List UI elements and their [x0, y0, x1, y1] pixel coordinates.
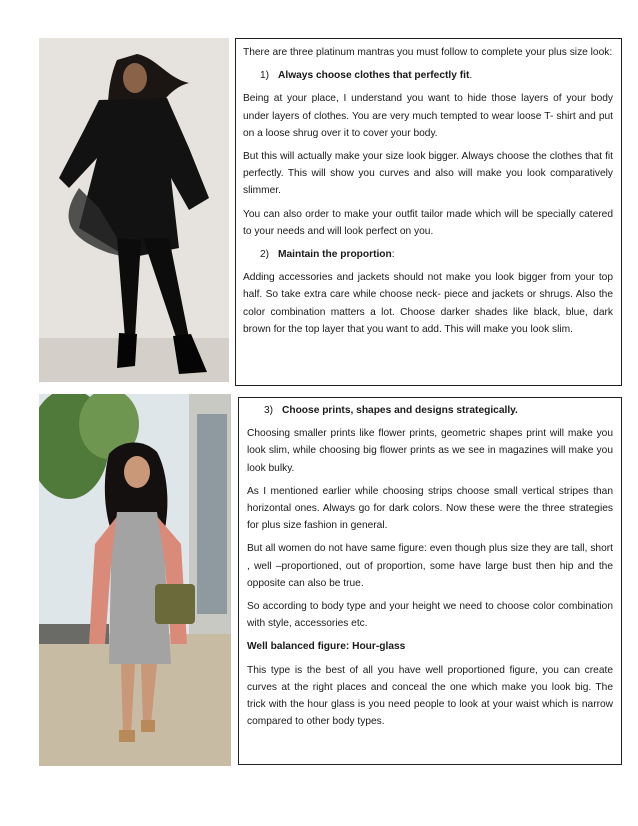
list-item-3 [247, 402, 613, 419]
list-item-title: Choose prints, shapes and designs strategically. [282, 405, 518, 416]
paragraph: But this will actually make your size look bigger. Always choose the clothes that fit perfectly. This will show you curves and also will make you look comparatively slimmer. [243, 151, 613, 197]
paragraph: This type is the best of all you have well proportioned figure, you can create curves at the right places and conceal the one which make you look big. The trick with the hour glass is you need people to look at your waist which is narrow compared to other body types. [247, 664, 613, 728]
text-block-2 [238, 397, 622, 765]
subheading: Well balanced figure: Hour-glass [247, 641, 406, 653]
list-item-title: Always choose clothes that perfectly fit [278, 70, 470, 82]
fashion-photo-black-outfit [39, 38, 229, 382]
paragraph: As I mentioned earlier while choosing strips choose small vertical stripes than horizontal ones. Always go for dark colors. Now these were the three strategies for plus size fashion in general. [247, 485, 613, 532]
list-item-2: 2) Maintain the proportion: [243, 246, 613, 263]
list-number: 2) [260, 249, 270, 261]
paragraph: You can also order to make your outfit tailor made which will be specially catered to your needs and will look perfect on you. [243, 208, 613, 237]
fashion-photo-grey-dress [39, 394, 231, 766]
paragraph: Choosing smaller prints like flower prints, geometric shapes print will make you look slim, while choosing big flower prints as we see in magazines will make you look bulky. [247, 428, 613, 474]
list-number: 3) [264, 405, 274, 416]
paragraph: Being at your place, I understand you want to hide those layers of your body under layers of clothes. You are very much tempted to wear loose T- shirt and put on a loose shrug over it to cover your body. [243, 93, 613, 139]
paragraph: So according to body type and your height we need to choose color combination with style, accessories etc. [247, 601, 613, 630]
list-number: 1) [260, 70, 270, 82]
list-item-title: Maintain the proportion [278, 249, 392, 261]
text-block-1 [235, 38, 622, 386]
paragraph: Adding accessories and jackets should not make you look bigger from your top half. So take extra care while choose neck- piece and jackets or shrugs. Also the color combination matters a lot. Choose darker shades like black, blue, dark brown for the top layer that you want to add. This will make you look slim. [243, 272, 613, 335]
paragraph: But all women do not have same figure: even though plus size they are tall, short , well –proportioned, out of proportion, some have large bust then hip and the opposite can also be true. [247, 543, 613, 589]
intro-paragraph: There are three platinum mantras you must follow to complete your plus size look: [243, 47, 613, 58]
list-item-1: 1) Always choose clothes that perfectly fit. [243, 67, 613, 84]
